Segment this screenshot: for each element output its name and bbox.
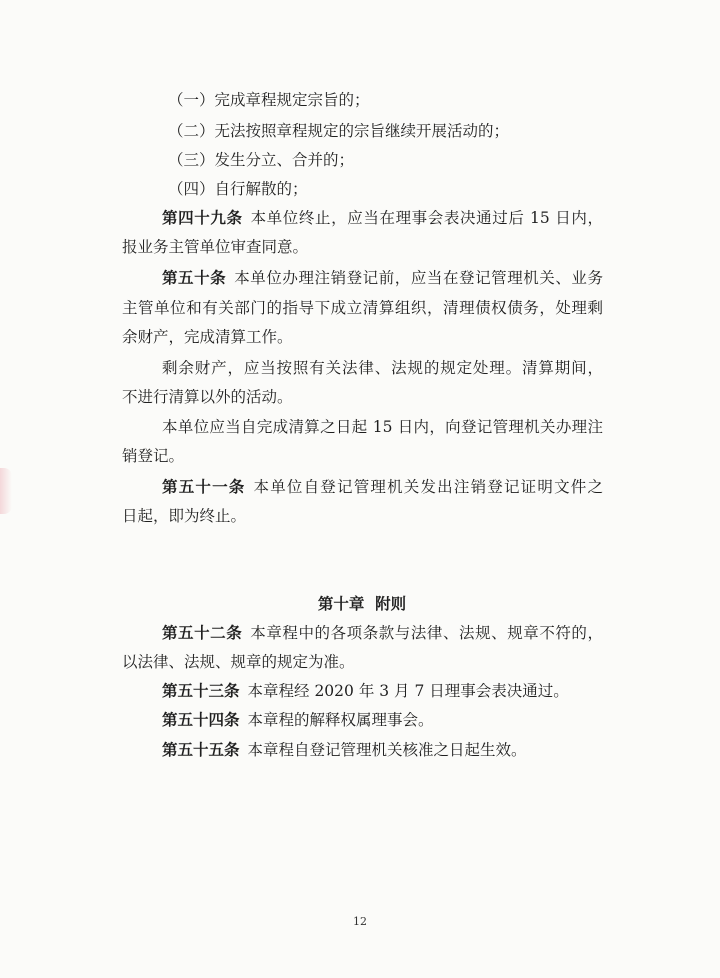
surplus-paragraph-line-2: 不进行清算以外的活动。: [122, 388, 293, 406]
list-item-4: （四）自行解散的；: [168, 180, 308, 198]
list-item-2: （二）无法按照章程规定的宗旨继续开展活动的；: [168, 122, 510, 140]
article-51-text: 本单位自登记管理机关发出注销登记证明文件之: [253, 478, 603, 496]
article-55-text: 本章程自登记管理机关核准之日起生效。: [247, 741, 527, 759]
article-53-label: 第五十三条: [162, 681, 240, 700]
article-49-label: 第四十九条: [162, 208, 243, 227]
chapter-10-heading: 第十章 附则: [317, 594, 407, 613]
surplus-paragraph-line-1: 剩余财产，应当按照有关法律、法规的规定处理。清算期间，: [162, 359, 603, 377]
article-53-text: 本章程经 2020 年 3 月 7 日理事会表决通过。: [247, 682, 569, 700]
article-50-label: 第五十条: [162, 268, 227, 287]
article-49-line-2: 报业务主管单位审查同意。: [122, 238, 309, 256]
page-number: 12: [353, 915, 367, 928]
deregistration-paragraph-line-1: 本单位应当自完成清算之日起 15 日内，向登记管理机关办理注: [162, 418, 603, 436]
article-49-text: 本单位终止，应当在理事会表决通过后 15 日内，: [250, 209, 603, 227]
article-52-line-1: [162, 623, 603, 643]
list-item-1: （一）完成章程规定宗旨的；: [168, 91, 370, 109]
article-54-line-1: [162, 710, 434, 730]
deregistration-paragraph-line-2: 销登记。: [122, 447, 185, 465]
article-52-line-2: 以法律、法规、规章的规定为准。: [122, 653, 355, 671]
article-49-line-1: [162, 208, 603, 228]
article-50-text: 本单位办理注销登记前，应当在登记管理机关、业务: [234, 269, 603, 287]
stamp-bleed-mark: [0, 468, 12, 514]
article-50-line-2: 主管单位和有关部门的指导下成立清算组织，清理债权债务，处理剩: [122, 299, 603, 317]
article-50-line-3: 余财产，完成清算工作。: [122, 328, 293, 346]
article-51-line-2: 日起，即为终止。: [122, 507, 247, 525]
article-50-line-1: [162, 268, 603, 288]
article-55-line-1: [162, 740, 527, 760]
article-54-text: 本章程的解释权属理事会。: [247, 711, 434, 729]
article-55-label: 第五十五条: [162, 740, 240, 759]
list-item-3: （三）发生分立、合并的；: [168, 151, 355, 169]
article-53-line-1: [162, 681, 569, 701]
article-52-label: 第五十二条: [162, 623, 243, 642]
article-54-label: 第五十四条: [162, 710, 240, 729]
article-51-label: 第五十一条: [162, 477, 246, 496]
article-51-line-1: [162, 477, 603, 497]
article-52-text: 本章程中的各项条款与法律、法规、规章不符的，: [250, 624, 603, 642]
